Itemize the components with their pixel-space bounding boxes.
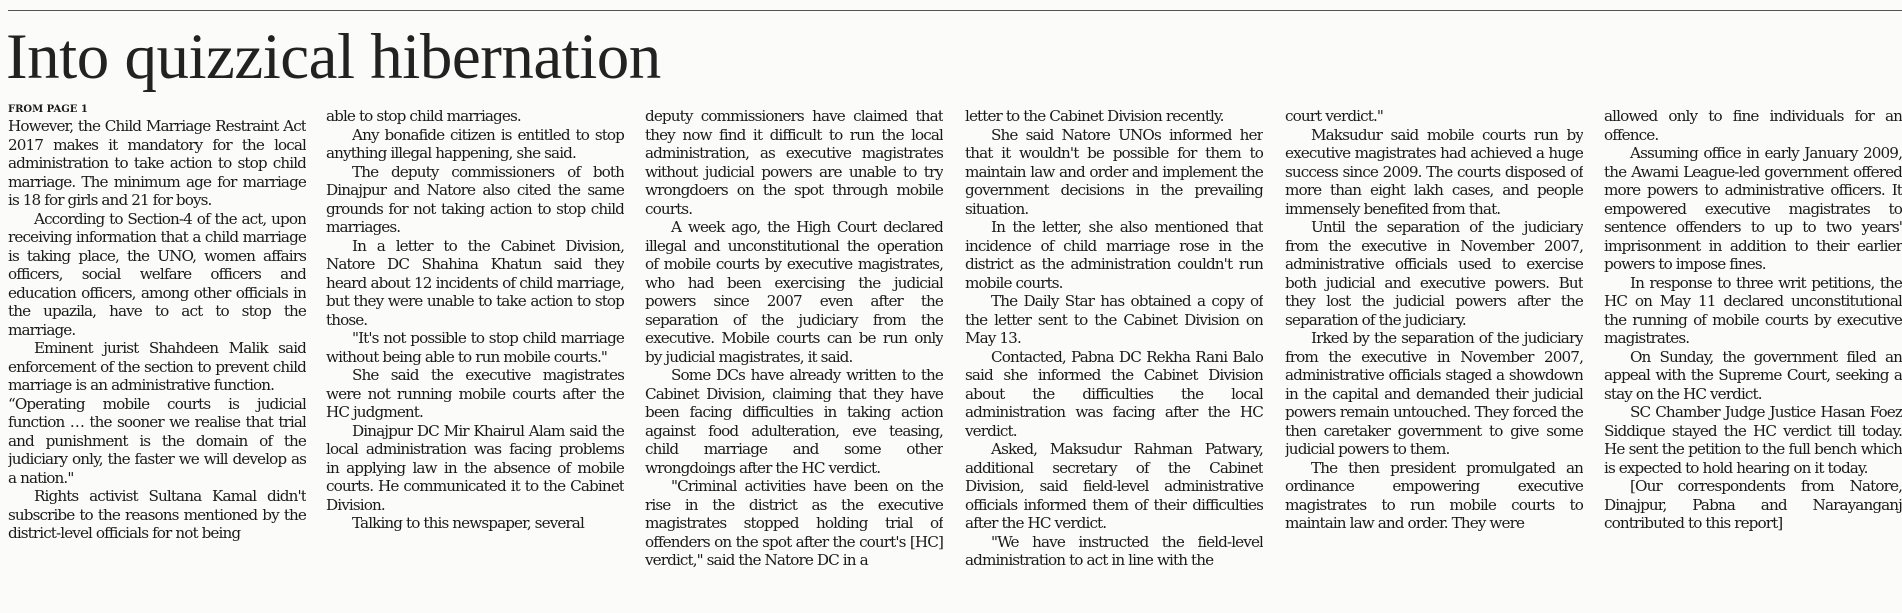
paragraph: The then president promulgated an ordinance empowering executive magistrates to run mobile courts to maintain law and order. They were (1285, 458, 1583, 532)
paragraph: In a letter to the Cabinet Division, Natore DC Shahina Khatun said they heard about 12 incidents of child marriage, but they were unable to take action to stop those. (326, 236, 624, 329)
headline: Into quizzical hibernation (6, 21, 661, 93)
paragraph: However, the Child Marriage Restraint Act 2017 makes it mandatory for the local administration to take action to stop child marriage. The minimum age for marriage is 18 for girls and 21 for boys. (8, 117, 306, 209)
article-column-3 (645, 107, 943, 613)
paragraph: “Operating mobile courts is judicial function … the sooner we realise that trial and punishment is the domain of the judiciary only, the faster we will develop as a nation." (8, 394, 306, 487)
paragraph: allowed only to fine individuals for an offence. (1604, 107, 1902, 144)
article-column-6 (1604, 107, 1902, 613)
paragraph: A week ago, the High Court declared illegal and unconstitutional the operation of mobile courts by executive magistrates, who had been exercising the judicial powers since 2007 even after the separation of the judiciary from the executive. Mobile courts can be run only by judicial magistrates, it said. (645, 218, 943, 366)
top-rule (8, 10, 1902, 11)
paragraph: Assuming office in early January 2009, the Awami League-led government offered more powers to administrative officers. It empowered executive magistrates to sentence offenders to up to two years' imprisonment in addition to their earlier powers to impose fines. (1604, 144, 1902, 273)
article-body (8, 103, 1902, 613)
paragraph: court verdict." (1285, 107, 1383, 125)
article-column-1 (8, 103, 306, 613)
paragraph: deputy commissioners have claimed that they now find it difficult to run the local administration, as executive magistrates without judicial powers are unable to try wrongdoers on the spot through mobile courts. (645, 107, 943, 218)
paragraph: Eminent jurist Shahdeen Malik said enforcement of the section to prevent child marriage is an administrative function. (8, 339, 306, 394)
paragraph: She said the executive magistrates were not running mobile courts after the HC judgment. (326, 366, 624, 421)
paragraph: "It's not possible to stop child marriage without being able to run mobile courts." (326, 329, 624, 366)
paragraph: Contacted, Pabna DC Rekha Rani Balo said she informed the Cabinet Division about the difficulties the local administration was facing after the HC verdict. (965, 347, 1263, 440)
paragraph: Some DCs have already written to the Cabinet Division, claiming that they have been facing difficulties in taking action against food adulteration, eve teasing, child marriage and some other wrongdoings after the HC verdict. (645, 366, 943, 477)
paragraph: The Daily Star has obtained a copy of the letter sent to the Cabinet Division on May 13. (965, 292, 1263, 347)
paragraph: On Sunday, the government filed an appeal with the Supreme Court, seeking a stay on the HC verdict. (1604, 347, 1902, 403)
paragraph: Maksudur said mobile courts run by executive magistrates had achieved a huge success since 2009. The courts disposed of more than eight lakh cases, and people immensely benefited from that. (1285, 125, 1583, 218)
article-column-4 (965, 107, 1263, 613)
paragraph: In response to three writ petitions, the HC on May 11 declared unconstitutional the running of mobile courts by executive magistrates. (1604, 273, 1902, 347)
paragraph: Talking to this newspaper, several (352, 514, 584, 532)
paragraph: able to stop child marriages. (326, 107, 521, 125)
paragraph: "Criminal activities have been on the rise in the district as the executive magistrates stopped holding trial of offenders on the spot after the court's [HC] verdict," said the Natore DC in a (645, 477, 943, 569)
paragraph: Dinajpur DC Mir Khairul Alam said the local administration was facing problems in applying law in the absence of mobile courts. He communicated it to the Cabinet Division. (326, 421, 624, 514)
paragraph: [Our correspondents from Natore, Dinajpur, Pabna and Narayanganj contributed to this report] (1604, 477, 1902, 532)
paragraph: Rights activist Sultana Kamal didn't subscribe to the reasons mentioned by the district-level officials for not being (8, 487, 306, 542)
paragraph: SC Chamber Judge Justice Hasan Foez Siddique stayed the HC verdict till today. He sent the petition to the full bench which is expected to hold hearing on it today. (1604, 403, 1902, 477)
article-column-5 (1285, 107, 1583, 613)
paragraph: The deputy commissioners of both Dinajpur and Natore also cited the same grounds for not taking action to stop child marriages. (326, 162, 624, 236)
paragraph: Asked, Maksudur Rahman Patwary, additional secretary of the Cabinet Division, said field-level administrative officials informed them of their difficulties after the HC verdict. (965, 440, 1263, 532)
paragraph: Until the separation of the judiciary from the executive in November 2007, administrative officials used to exercise both judicial and executive powers. But they lost the judicial powers after the separation of the judiciary. (1285, 218, 1583, 329)
paragraph: According to Section-4 of the act, upon receiving information that a child marriage is taking place, the UNO, women affairs officers, social welfare officers and education officers, among other officials in the upazila, have to act to stop the marriage. (8, 209, 306, 339)
paragraph: In the letter, she also mentioned that incidence of child marriage rose in the district as the administration couldn't run mobile courts. (965, 218, 1263, 292)
paragraph: "We have instructed the field-level administration to act in line with the (965, 532, 1263, 569)
paragraph: Irked by the separation of the judiciary from the executive in November 2007, administrative officials staged a showdown in the capital and demanded their judicial powers remain untouched. They forced the then caretaker government to give some judicial powers to them. (1285, 329, 1583, 458)
paragraph: letter to the Cabinet Division recently. (965, 107, 1224, 125)
paragraph: She said Natore UNOs informed her that it wouldn't be possible for them to maintain law and order and implement the government decisions in the prevailing situation. (965, 125, 1263, 218)
continued-from-label: FROM PAGE 1 (8, 104, 88, 115)
paragraph: Any bonafide citizen is entitled to stop anything illegal happening, she said. (326, 125, 624, 162)
article-column-2 (326, 107, 624, 613)
